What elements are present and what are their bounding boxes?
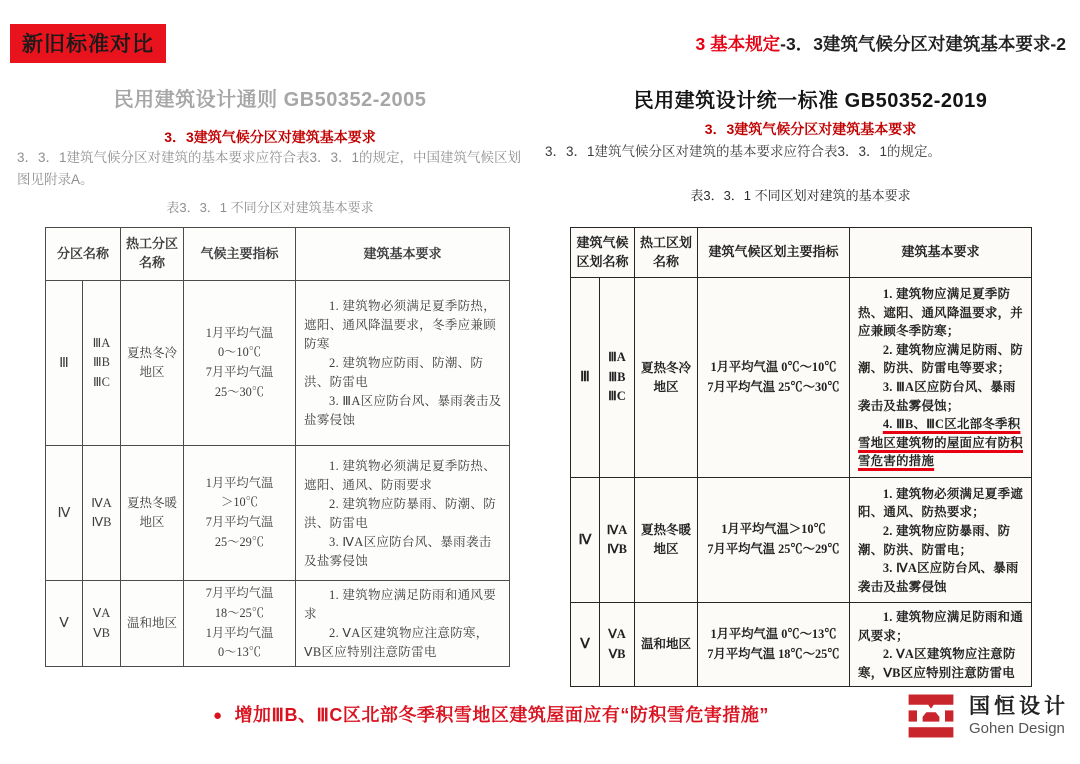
subzone-item: ⅤA bbox=[608, 627, 626, 642]
requirement-item: 2. 建筑物应防暴雨、防潮、防洪、防雷电； bbox=[858, 523, 1011, 557]
header-section-label: 3 基本规定 bbox=[695, 34, 781, 54]
requirement-item: 2. ⅤA区建筑物应注意防寒，ⅤB区应特别注意防雷电 bbox=[304, 626, 489, 659]
footer-note-text: 增加ⅢB、ⅢC区北部冬季积雪地区建筑屋面应有“防积雪危害措施” bbox=[234, 705, 769, 725]
climate-line: 7月平均气温 25℃～30℃ bbox=[707, 379, 840, 394]
subzone-cell bbox=[600, 278, 635, 478]
climate-line: 1月平均气温＞10℃ bbox=[721, 522, 826, 537]
climate-line: 1月平均气温 bbox=[205, 475, 274, 490]
requirement-item: 1. 建筑物必须满足夏季遮阳、通风、防热要求； bbox=[858, 486, 1024, 520]
requirements-cell bbox=[296, 281, 510, 446]
table-row bbox=[571, 603, 1032, 687]
requirement-item: 2. 建筑物应防暴雨、防潮、防洪、防雷电 bbox=[304, 496, 497, 530]
requirement-item: 1. 建筑物应满足夏季防热、遮阳、通风降温要求，并应兼顾冬季防寒； bbox=[858, 286, 1023, 339]
zone-cell: Ⅴ bbox=[46, 581, 83, 667]
climate-line: ＞10℃ bbox=[221, 495, 258, 510]
thermal-cell: 夏热冬冷地区 bbox=[635, 278, 698, 478]
zone-cell: Ⅲ bbox=[571, 278, 600, 478]
table-row bbox=[571, 278, 1032, 478]
table-row bbox=[46, 446, 510, 581]
subzone-item: ⅤA bbox=[92, 606, 111, 621]
logo-name-cn: 国恒设计 bbox=[969, 695, 1069, 719]
requirement-item: 3. ⅢA区应防台风、暴雨袭击及盐雾侵蚀； bbox=[858, 380, 1016, 413]
header-cell-zone: 建筑气候区划名称 bbox=[571, 228, 635, 278]
new-standard-body: 3．3．1建筑气候分区对建筑的基本要求应符合表3．3．1的规定。 bbox=[545, 144, 942, 159]
subzone-item: ⅣB bbox=[607, 542, 627, 556]
table-header-row bbox=[571, 228, 1032, 278]
old-standard-subtitle: 3．3建筑气候分区对建筑基本要求 bbox=[164, 129, 376, 145]
climate-cell bbox=[698, 603, 850, 687]
subzone-item: ⅢC bbox=[93, 374, 110, 389]
subzone-item: ⅢA bbox=[92, 335, 111, 350]
climate-line: 7月平均气温 25℃～29℃ bbox=[707, 542, 840, 556]
old-standard-title: 民用建筑设计通则 GB50352-2005 bbox=[113, 89, 427, 111]
header-cell-climate: 建筑气候区划主要指标 bbox=[698, 228, 850, 278]
climate-cell bbox=[184, 581, 296, 667]
subzone-item: ⅤB bbox=[608, 646, 626, 661]
climate-line: 1月平均气温 0℃～13℃ bbox=[710, 627, 837, 642]
zone-cell: Ⅲ bbox=[46, 281, 83, 446]
climate-line: 0～13℃ bbox=[217, 645, 262, 660]
new-standard-title: 民用建筑设计统一标准 GB50352-2019 bbox=[633, 90, 988, 112]
requirements-cell bbox=[296, 581, 510, 667]
thermal-cell: 温和地区 bbox=[635, 603, 698, 687]
subzone-item: ⅣA bbox=[91, 495, 112, 510]
new-table-caption: 表3．3．1 不同区划对建筑的基本要求 bbox=[690, 188, 911, 203]
climate-line: 25～29℃ bbox=[214, 534, 265, 549]
climate-cell bbox=[698, 278, 850, 478]
page-badge: 新旧标准对比 bbox=[10, 24, 166, 63]
header-subsection-label: -3．3建筑气候分区对建筑基本要求-2 bbox=[780, 34, 1066, 54]
new-standard-subtitle: 3．3建筑气候分区对建筑基本要求 bbox=[704, 121, 917, 137]
footer-summary-note bbox=[213, 701, 769, 727]
subzone-cell bbox=[83, 446, 121, 581]
header-cell-climate: 气候主要指标 bbox=[184, 228, 296, 281]
page-header-title bbox=[696, 31, 1066, 56]
header-cell-thermal: 热工区划名称 bbox=[635, 228, 698, 278]
thermal-cell: 温和地区 bbox=[121, 581, 184, 667]
requirement-item: 3. ⅣA区应防台风、暴雨袭击及盐雾侵蚀 bbox=[858, 561, 1019, 594]
requirement-item: 1. 建筑物必须满足夏季防热，遮阳、通风降温要求，冬季应兼顾防寒 bbox=[304, 299, 497, 351]
climate-cell bbox=[184, 281, 296, 446]
table-row bbox=[46, 581, 510, 667]
requirement-item: 3. ⅣA区应防台风、暴雨袭击及盐雾侵蚀 bbox=[304, 534, 492, 568]
subzone-cell bbox=[83, 581, 121, 667]
requirements-cell bbox=[850, 603, 1032, 687]
header-cell-thermal: 热工分区名称 bbox=[121, 228, 184, 281]
table-row bbox=[46, 281, 510, 446]
requirement-item: 2. 建筑物应满足防雨、防潮、防洪、防雷电等要求； bbox=[858, 342, 1024, 376]
subzone-item: ⅣB bbox=[91, 515, 112, 529]
zone-cell: Ⅳ bbox=[46, 446, 83, 581]
logo-name-en: Gohen Design bbox=[969, 719, 1065, 737]
requirement-item: 3. ⅢA区应防台风、暴雨袭击及盐雾侵蚀 bbox=[304, 394, 502, 427]
old-table-caption: 表3．3．1 不同分区对建筑基本要求 bbox=[166, 200, 374, 215]
climate-cell bbox=[698, 478, 850, 603]
climate-line: 7月平均气温 bbox=[205, 515, 274, 529]
requirement-item: 1. 建筑物应满足防雨和通风要求； bbox=[858, 610, 1024, 643]
zone-cell: Ⅴ bbox=[571, 603, 600, 687]
requirement-item-highlighted: 4. ⅢB、ⅢC区北部冬季积雪地区建筑物的屋面应有防积雪危害的措施 bbox=[858, 417, 1023, 469]
subzone-cell bbox=[600, 603, 635, 687]
climate-line: 1月平均气温 bbox=[205, 625, 274, 640]
old-standard-body: 3．3．1建筑气候分区对建筑的基本要求应符合表3．3．1的规定，中国建筑气候区划图见附录A。 bbox=[17, 150, 522, 187]
header-cell-zone: 分区名称 bbox=[46, 228, 121, 281]
subzone-item: ⅣA bbox=[606, 522, 628, 537]
requirement-item: 2. ⅤA区建筑物应注意防寒，ⅤB区应特别注意防雷电 bbox=[858, 647, 1016, 680]
climate-line: 0～10℃ bbox=[217, 345, 262, 360]
climate-cell bbox=[184, 446, 296, 581]
bullet-icon: ● bbox=[213, 707, 223, 724]
subzone-cell bbox=[83, 281, 121, 446]
climate-line: 7月平均气温 18℃～25℃ bbox=[707, 646, 840, 661]
subzone-item: ⅢA bbox=[608, 350, 626, 365]
company-logo bbox=[903, 688, 1069, 744]
subzone-item: ⅢC bbox=[608, 389, 626, 404]
requirements-cell bbox=[850, 478, 1032, 603]
logo-text-block bbox=[969, 694, 1069, 737]
new-standard-table bbox=[570, 227, 1032, 687]
climate-line: 7月平均气温 bbox=[205, 365, 274, 379]
thermal-cell: 夏热冬暖地区 bbox=[635, 478, 698, 603]
table-row bbox=[571, 478, 1032, 603]
requirement-item: 1. 建筑物必须满足夏季防热、遮阳、通风、防雨要求 bbox=[304, 458, 497, 492]
header-cell-requirements: 建筑基本要求 bbox=[850, 228, 1032, 278]
thermal-cell: 夏热冬冷地区 bbox=[121, 281, 184, 446]
climate-line: 25～30℃ bbox=[214, 384, 265, 399]
climate-line: 18～25℃ bbox=[214, 605, 265, 620]
requirement-item: 2. 建筑物应防雨、防潮、防洪、防雷电 bbox=[304, 356, 484, 389]
requirements-cell bbox=[850, 278, 1032, 478]
requirements-cell bbox=[296, 446, 510, 581]
subzone-item: ⅢB bbox=[93, 355, 110, 370]
climate-line: 1月平均气温 bbox=[205, 325, 274, 340]
gohen-logo-icon bbox=[903, 688, 959, 744]
old-standard-table bbox=[45, 227, 510, 667]
subzone-item: ⅤB bbox=[93, 625, 110, 640]
subzone-item: ⅢB bbox=[608, 369, 626, 384]
zone-cell: Ⅳ bbox=[571, 478, 600, 603]
requirement-item: 1. 建筑物应满足防雨和通风要求 bbox=[304, 588, 497, 621]
climate-line: 7月平均气温 bbox=[205, 586, 274, 601]
subzone-cell bbox=[600, 478, 635, 603]
table-header-row bbox=[46, 228, 510, 281]
header-cell-requirements: 建筑基本要求 bbox=[296, 228, 510, 281]
thermal-cell: 夏热冬暖地区 bbox=[121, 446, 184, 581]
climate-line: 1月平均气温 0℃～10℃ bbox=[710, 359, 837, 374]
